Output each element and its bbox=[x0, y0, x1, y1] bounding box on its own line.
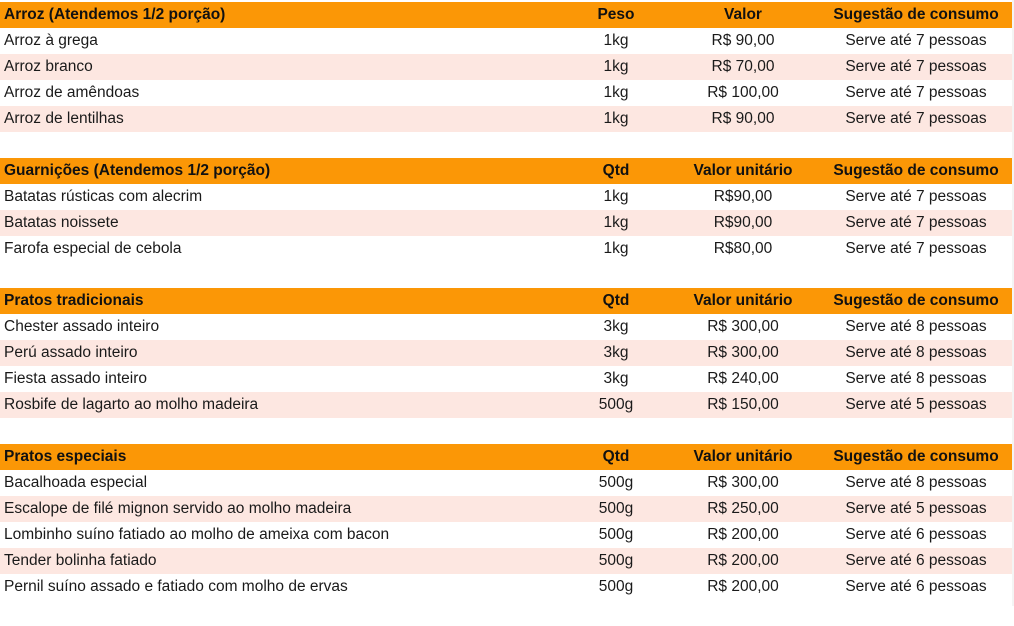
item-suggestion: Serve até 5 pessoas bbox=[845, 500, 987, 517]
item-qty: 1kg bbox=[603, 214, 629, 231]
item-name: Batatas noissete bbox=[4, 214, 119, 231]
item-qty: 500g bbox=[598, 474, 634, 491]
item-suggestion: Serve até 6 pessoas bbox=[845, 578, 987, 595]
item-suggestion: Serve até 7 pessoas bbox=[845, 58, 987, 75]
item-value: R$ 200,00 bbox=[707, 526, 779, 543]
header-qty: Qtd bbox=[602, 162, 630, 179]
header-name: Pratos tradicionais bbox=[4, 292, 144, 309]
item-value: R$ 70,00 bbox=[711, 58, 775, 75]
item-qty: 1kg bbox=[603, 188, 629, 205]
item-value: R$ 300,00 bbox=[707, 318, 779, 335]
item-name: Rosbife de lagarto ao molho madeira bbox=[4, 396, 259, 413]
section-header bbox=[0, 2, 1012, 28]
item-qty: 3kg bbox=[603, 370, 629, 387]
item-name: Bacalhoada especial bbox=[4, 474, 148, 491]
item-value: R$ 300,00 bbox=[707, 344, 779, 361]
header-suggestion: Sugestão de consumo bbox=[833, 448, 999, 465]
section-header bbox=[0, 444, 1012, 470]
header-name: Pratos especiais bbox=[4, 448, 127, 465]
menu-price-table bbox=[0, 2, 1012, 626]
item-name: Arroz branco bbox=[4, 58, 93, 75]
item-value: R$ 240,00 bbox=[707, 370, 779, 387]
table-row bbox=[0, 548, 1012, 574]
header-qty: Qtd bbox=[602, 448, 630, 465]
item-name: Pernil suíno assado e fatiado com molho de ervas bbox=[4, 578, 348, 595]
item-name: Arroz de lentilhas bbox=[4, 110, 124, 127]
section-header bbox=[0, 158, 1012, 184]
header-suggestion: Sugestão de consumo bbox=[833, 6, 999, 23]
item-value: R$80,00 bbox=[713, 240, 773, 257]
header-value: Valor unitário bbox=[693, 448, 793, 465]
header-value: Valor unitário bbox=[693, 292, 793, 309]
table-row bbox=[0, 522, 1012, 548]
item-suggestion: Serve até 7 pessoas bbox=[845, 240, 987, 257]
header-value: Valor unitário bbox=[693, 162, 793, 179]
table-row bbox=[0, 574, 1012, 600]
item-value: R$ 200,00 bbox=[707, 552, 779, 569]
item-value: R$ 200,00 bbox=[707, 578, 779, 595]
item-suggestion: Serve até 8 pessoas bbox=[845, 318, 987, 335]
item-qty: 500g bbox=[598, 396, 634, 413]
item-suggestion: Serve até 7 pessoas bbox=[845, 188, 987, 205]
item-value: R$ 300,00 bbox=[707, 474, 779, 491]
section-header bbox=[0, 288, 1012, 314]
item-suggestion: Serve até 6 pessoas bbox=[845, 552, 987, 569]
table-row bbox=[0, 496, 1012, 522]
table-row bbox=[0, 210, 1012, 236]
item-suggestion: Serve até 8 pessoas bbox=[845, 344, 987, 361]
item-name: Farofa especial de cebola bbox=[4, 240, 182, 257]
item-name: Perú assado inteiro bbox=[4, 344, 138, 361]
table-row bbox=[0, 392, 1012, 418]
section-pratos-tradicionais bbox=[0, 288, 1012, 418]
item-name: Escalope de filé mignon servido ao molho madeira bbox=[4, 500, 352, 517]
item-suggestion: Serve até 8 pessoas bbox=[845, 474, 987, 491]
item-name: Arroz à grega bbox=[4, 32, 98, 49]
header-qty: Peso bbox=[597, 6, 635, 23]
table-row bbox=[0, 366, 1012, 392]
table-row bbox=[0, 314, 1012, 340]
table-row bbox=[0, 80, 1012, 106]
header-name: Guarnições (Atendemos 1/2 porção) bbox=[4, 162, 271, 179]
section-arroz bbox=[0, 2, 1012, 132]
item-qty: 500g bbox=[598, 552, 634, 569]
item-qty: 1kg bbox=[603, 240, 629, 257]
header-suggestion: Sugestão de consumo bbox=[833, 162, 999, 179]
item-name: Chester assado inteiro bbox=[4, 318, 160, 335]
table-row bbox=[0, 106, 1012, 132]
item-value: R$ 90,00 bbox=[711, 32, 775, 49]
item-value: R$ 100,00 bbox=[707, 84, 779, 101]
item-qty: 1kg bbox=[603, 58, 629, 75]
item-qty: 500g bbox=[598, 578, 634, 595]
table-row bbox=[0, 470, 1012, 496]
table-row bbox=[0, 54, 1012, 80]
table-row bbox=[0, 28, 1012, 54]
item-qty: 1kg bbox=[603, 84, 629, 101]
item-value: R$ 90,00 bbox=[711, 110, 775, 127]
table-row bbox=[0, 340, 1012, 366]
item-suggestion: Serve até 7 pessoas bbox=[845, 32, 987, 49]
item-value: R$ 150,00 bbox=[707, 396, 779, 413]
item-qty: 500g bbox=[598, 526, 634, 543]
table-row bbox=[0, 184, 1012, 210]
item-name: Lombinho suíno fatiado ao molho de ameixa com bacon bbox=[4, 526, 390, 543]
item-suggestion: Serve até 7 pessoas bbox=[845, 110, 987, 127]
item-qty: 1kg bbox=[603, 32, 629, 49]
item-value: R$ 250,00 bbox=[707, 500, 779, 517]
item-suggestion: Serve até 8 pessoas bbox=[845, 370, 987, 387]
header-name: Arroz (Atendemos 1/2 porção) bbox=[4, 6, 226, 23]
item-name: Arroz de amêndoas bbox=[4, 84, 140, 101]
item-qty: 3kg bbox=[603, 318, 629, 335]
section-pratos-especiais bbox=[0, 444, 1012, 600]
header-qty: Qtd bbox=[602, 292, 630, 309]
section-guarnicoes bbox=[0, 158, 1012, 262]
item-value: R$90,00 bbox=[713, 214, 773, 231]
item-name: Batatas rústicas com alecrim bbox=[4, 188, 203, 205]
table-row bbox=[0, 236, 1012, 262]
item-suggestion: Serve até 6 pessoas bbox=[845, 526, 987, 543]
item-suggestion: Serve até 7 pessoas bbox=[845, 214, 987, 231]
item-suggestion: Serve até 7 pessoas bbox=[845, 84, 987, 101]
item-value: R$90,00 bbox=[713, 188, 773, 205]
item-name: Tender bolinha fatiado bbox=[4, 552, 157, 569]
header-suggestion: Sugestão de consumo bbox=[833, 292, 999, 309]
header-value: Valor bbox=[724, 6, 762, 23]
item-name: Fiesta assado inteiro bbox=[4, 370, 148, 387]
item-qty: 1kg bbox=[603, 110, 629, 127]
item-qty: 500g bbox=[598, 500, 634, 517]
item-suggestion: Serve até 5 pessoas bbox=[845, 396, 987, 413]
item-qty: 3kg bbox=[603, 344, 629, 361]
